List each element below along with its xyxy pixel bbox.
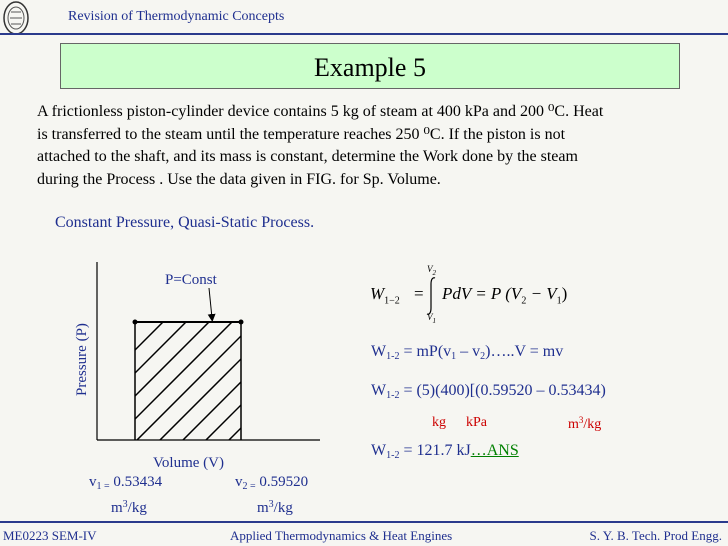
work-integral-equation: $W_{1-2}$ = $V_2$ $V_1$ PdV = P $(V_2 - V_1)$	[370, 264, 568, 325]
problem-line: during the Process . Use the data given in FIG. for Sp. Volume.	[37, 170, 441, 188]
unit-kg: kg	[432, 415, 446, 430]
footer-course-code: ME0223 SEM-IV	[3, 528, 97, 543]
course-title: Revision of Thermodynamic Concepts	[68, 9, 285, 24]
work-equation-1: $W_{1-2} = mP(v_1$ – $v_2)\dots..V$ = mv	[371, 343, 564, 362]
problem-line: is transferred to the steam until the temperature reaches 250 ⁰C. If the piston is not	[37, 125, 566, 143]
slide-title: Example 5	[60, 43, 680, 89]
state-1-point	[133, 320, 138, 325]
const-arrow-icon	[209, 288, 212, 318]
v2-unit: $m^3/kg$	[257, 499, 293, 516]
footer-program: S. Y. B. Tech. Prod Engg.	[589, 528, 722, 543]
v1-unit: $m^3/kg$	[111, 499, 147, 516]
state-2-point	[239, 320, 244, 325]
v2-value-label: $v_{2 =}$ 0.59520	[235, 474, 309, 492]
problem-line: A frictionless piston-cylinder device contains 5 kg of steam at 400 kPa and 200 ⁰C. Heat	[37, 103, 604, 120]
problem-line: attached to the shaft, and its mass is constant, determine the Work done by the steam	[37, 148, 578, 165]
v1-value-label: $v_{1 =}$ 0.53434	[89, 474, 163, 492]
unit-specific-volume: $m^3/kg$	[568, 415, 602, 432]
work-equation-2: $W_{1-2} = (5)(400)[(0.59520 - 0.53434)$	[371, 382, 606, 401]
const-label: P=Const	[165, 272, 217, 288]
y-axis-label: Pressure (P)	[74, 323, 90, 396]
unit-kpa: kPa	[466, 415, 487, 430]
work-answer: $W_{1-2} = 121.7$ kJ…ANS	[371, 442, 519, 461]
footer-subject: Applied Thermodynamics & Heat Engines	[230, 528, 453, 543]
answer-marker: …ANS	[470, 442, 519, 459]
integral-sign-icon	[426, 276, 438, 316]
process-label: Constant Pressure, Quasi-Static Process.	[55, 214, 315, 231]
x-axis-label: Volume (V)	[153, 455, 224, 471]
footer-divider	[0, 521, 728, 523]
